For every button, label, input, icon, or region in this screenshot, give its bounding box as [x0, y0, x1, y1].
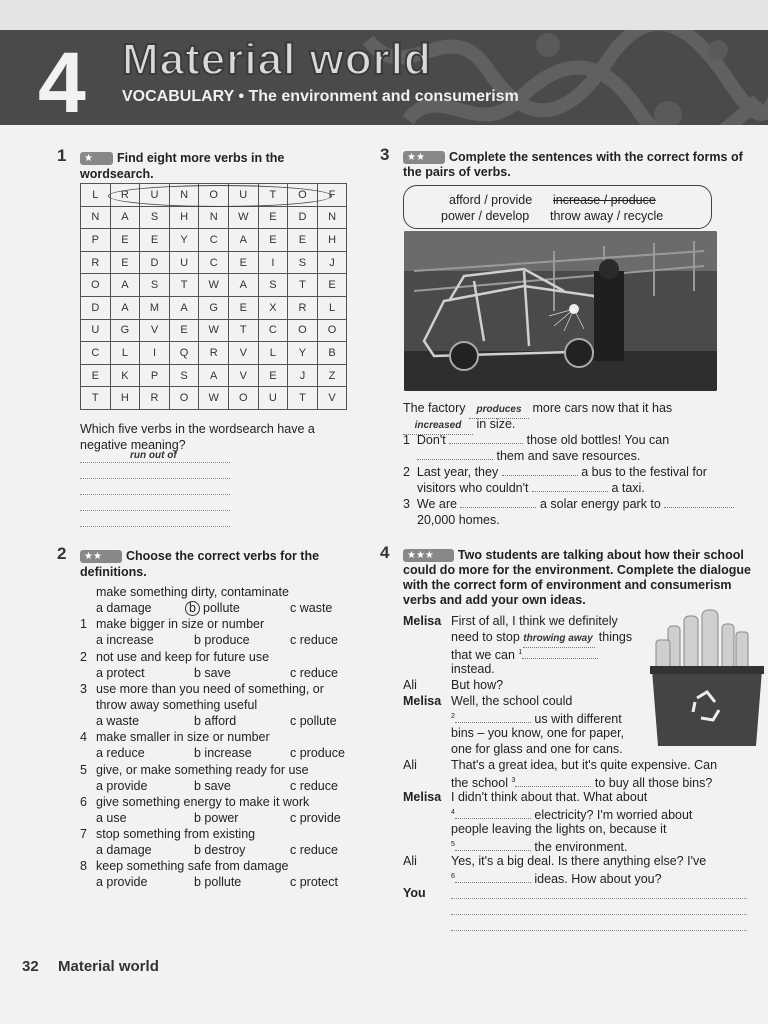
wordsearch-cell[interactable]: A [110, 206, 140, 229]
ex3-instruction: ★★ Complete the sentences with the correct forms of [403, 149, 743, 165]
ex2-option-a[interactable]: a damage [96, 601, 152, 615]
wordsearch-cell[interactable]: E [288, 229, 318, 252]
recycling-bin-image [648, 606, 766, 748]
ex2-item-number: 6 [80, 794, 87, 809]
ex2-item-number: 7 [80, 827, 87, 842]
ex1-number: 1 [57, 146, 67, 165]
ex3-stars: ★★ [403, 151, 445, 164]
wordsearch-cell[interactable]: R [81, 251, 111, 274]
wordsearch-cell[interactable]: E [110, 251, 140, 274]
wordsearch-example-ring [108, 185, 332, 207]
ex2-item-number: 4 [80, 730, 87, 745]
wordsearch-cell[interactable]: N [199, 206, 229, 229]
word-pair-increase-produce: increase / produce [553, 193, 656, 207]
wordsearch-grid [80, 183, 347, 410]
ex4-instruction-2: could do more for the environment. Complete the dialogue [403, 563, 751, 577]
unit-subtitle: VOCABULARY • The environment and consumerism [122, 88, 519, 105]
page-number: 32 [22, 958, 39, 975]
ex1-instruction: ★ Find eight more verbs in the [80, 150, 284, 166]
wordsearch-cell[interactable]: D [81, 296, 111, 319]
ex2-option-b[interactable]: b produce [194, 633, 250, 648]
speaker-melisa: Melisa [403, 614, 442, 628]
ex4-instruction: ★★★ Two students are talking about how their school [403, 547, 744, 563]
wordsearch-cell[interactable]: X [258, 296, 288, 319]
wordsearch-cell[interactable]: O [228, 387, 258, 410]
ex4-blank-5[interactable] [455, 850, 531, 851]
wordsearch-cell[interactable]: V [140, 319, 170, 342]
ex2-number: 2 [57, 544, 67, 563]
ex1-example-answer: run out of [130, 450, 177, 461]
ex4-blank-3[interactable] [515, 786, 591, 787]
ex3-example-line1: The factory produces more cars now that it has [403, 400, 672, 419]
ex2-option-a[interactable]: a damage [96, 843, 152, 858]
ex2-option-a[interactable]: a protect [96, 665, 145, 680]
wordsearch-cell[interactable]: R [199, 342, 229, 365]
wordsearch-cell[interactable]: B [317, 342, 347, 365]
speaker-ali-1: Ali [403, 678, 417, 692]
car-factory-photo [404, 231, 717, 391]
wordsearch-cell[interactable]: T [169, 274, 199, 297]
wordsearch-cell[interactable]: S [140, 274, 170, 297]
wordsearch-cell[interactable]: V [228, 342, 258, 365]
ex4-number: 4 [380, 543, 390, 562]
ex3-instruction-2: the pairs of verbs. [403, 165, 511, 179]
dialogue-a1: But how? [451, 678, 504, 692]
ex1-answer-line-4[interactable] [80, 512, 230, 527]
dialogue-a2a: That's a great idea, but it's quite expensive. Can [451, 758, 718, 772]
wordsearch-cell[interactable]: N [169, 184, 199, 207]
wordsearch-cell[interactable]: O [81, 274, 111, 297]
wordsearch-row [81, 229, 347, 252]
wordsearch-cell[interactable]: U [228, 184, 258, 207]
wordsearch-cell[interactable]: T [288, 274, 318, 297]
ex3-sentence-2b: visitors who couldn't a taxi. [417, 481, 645, 495]
ex2-option-c[interactable]: c reduce [290, 665, 338, 680]
wordsearch-cell[interactable]: V [228, 364, 258, 387]
ex2-definition-cont: throw away something useful [96, 697, 258, 712]
wordsearch-cell[interactable]: I [140, 342, 170, 365]
wordsearch-cell[interactable]: T [258, 184, 288, 207]
ex1-answer-line-3[interactable] [80, 496, 230, 511]
ex4-blank-4[interactable] [455, 818, 531, 819]
wordsearch-row [81, 296, 347, 319]
wordsearch-cell[interactable]: J [317, 251, 347, 274]
ex2-item-number: 1 [80, 617, 87, 632]
wordsearch-cell[interactable]: N [81, 206, 111, 229]
ex1-answer-line-0[interactable] [80, 448, 230, 463]
ex3-blank-3b[interactable] [664, 507, 734, 508]
wordsearch-row [81, 319, 347, 342]
ex2-item-number: 2 [80, 649, 87, 664]
wordsearch-cell[interactable]: T [288, 387, 318, 410]
wordsearch-cell[interactable]: J [288, 364, 318, 387]
wordsearch-cell[interactable]: D [140, 251, 170, 274]
wordsearch-cell[interactable]: E [110, 229, 140, 252]
wordsearch-cell[interactable]: C [258, 319, 288, 342]
wordsearch-cell[interactable]: U [169, 251, 199, 274]
dialogue-m1b: need to stop throwing away things [451, 629, 632, 648]
wordsearch-cell[interactable]: A [110, 296, 140, 319]
dialogue-m1d: that we can $^1$ [451, 645, 598, 663]
ex3-sentence-1: 1 Don't those old bottles! You can [403, 433, 670, 447]
dialogue-m2b: $^2$ us with different [451, 712, 622, 727]
wordsearch-cell[interactable]: S [169, 364, 199, 387]
wordsearch-cell[interactable]: R [140, 387, 170, 410]
ex3-blank-1b[interactable] [417, 459, 493, 460]
ex2-option-c[interactable]: c reduce [290, 633, 338, 648]
speaker-ali-2: Ali [403, 758, 417, 772]
word-pair-power-develop: power / develop [441, 209, 530, 223]
wordsearch-cell[interactable]: I [258, 251, 288, 274]
wordsearch-cell[interactable]: H [169, 206, 199, 229]
dialogue-m3a: I didn't think about that. What about [451, 790, 648, 804]
wordsearch-cell[interactable]: V [317, 387, 347, 410]
wordsearch-cell[interactable]: R [110, 184, 140, 207]
ex2-option-c[interactable]: c waste [290, 601, 333, 615]
ex2-option-c[interactable]: c protect [290, 875, 338, 890]
wordsearch-cell[interactable]: M [140, 296, 170, 319]
dialogue-m2d: one for glass and one for cans. [451, 742, 623, 756]
wordsearch-cell[interactable]: T [228, 319, 258, 342]
wordsearch-cell[interactable]: U [140, 184, 170, 207]
ex3-blank-1a[interactable] [449, 443, 523, 444]
ex2-stars: ★★ [80, 550, 122, 563]
ex2-definition: make bigger in size or number [96, 617, 265, 632]
ex2-option-b[interactable]: b save [194, 665, 231, 680]
ex2-option-b-text: pollute [203, 601, 240, 615]
unit-number: 4 [38, 35, 86, 125]
ex2-item-number: 5 [80, 762, 87, 777]
ex4-instruction-4: verbs and add your own ideas. [403, 593, 586, 607]
wordsearch-cell[interactable]: A [228, 229, 258, 252]
wordsearch-cell[interactable]: E [258, 364, 288, 387]
ex3-sentence-3: 3 We are a solar energy park to [403, 496, 734, 512]
ex2-option-a[interactable]: a waste [96, 713, 140, 728]
ex2-option-a[interactable]: a increase [96, 633, 154, 648]
ex4-stars: ★★★ [403, 549, 454, 562]
wordsearch-cell[interactable]: Y [169, 229, 199, 252]
wordsearch-cell[interactable]: C [199, 251, 229, 274]
ex1-question-2: negative meaning? [80, 438, 186, 452]
wordsearch-cell[interactable]: O [288, 184, 318, 207]
wordsearch-cell[interactable]: F [317, 184, 347, 207]
wordsearch-cell[interactable]: O [317, 319, 347, 342]
ex2-option-b[interactable]: b afford [194, 713, 237, 728]
word-pair-afford-provide: afford / provide [449, 193, 533, 207]
ex2-definition: stop something from existing [96, 827, 256, 842]
dialogue-a3b: $^6$ ideas. How about you? [451, 872, 662, 887]
wordsearch-cell[interactable]: W [199, 274, 229, 297]
ex3-sentence-3b: 20,000 homes. [417, 513, 500, 527]
wordsearch-row [81, 251, 347, 274]
ex3-blank-2b[interactable] [532, 491, 608, 492]
wordsearch-cell[interactable]: Y [288, 342, 318, 365]
ex4-blank-6[interactable] [455, 882, 531, 883]
wordsearch-cell[interactable]: A [199, 364, 229, 387]
wordsearch-cell[interactable]: E [317, 274, 347, 297]
unit-title: Material world [122, 35, 432, 84]
ex1-question: Which five verbs in the wordsearch have a [80, 422, 315, 436]
dialogue-m3c: people leaving the lights on, because it [451, 822, 667, 836]
wordsearch-cell[interactable]: Z [317, 364, 347, 387]
dialogue-m3d: $^5$ the environment. [451, 840, 628, 855]
ex4-your-answer-line-2[interactable] [451, 900, 747, 915]
wordsearch-cell[interactable]: L [81, 184, 111, 207]
wordsearch-cell[interactable]: G [110, 319, 140, 342]
wordsearch-cell[interactable]: C [199, 229, 229, 252]
wordsearch-cell[interactable]: O [288, 319, 318, 342]
ex2-option-c[interactable]: c produce [290, 746, 345, 761]
wordsearch-cell[interactable]: P [81, 229, 111, 252]
ex2-option-b[interactable]: b pollute [194, 875, 242, 890]
dialogue-a2b: the school $^3$ to buy all those bins? [451, 776, 713, 791]
wordsearch-cell[interactable]: E [81, 364, 111, 387]
ex2-instruction-2: definitions. [80, 565, 147, 579]
ex4-blank-1[interactable] [522, 658, 598, 659]
ex3-example-line2: increased in size. [403, 416, 515, 435]
wordsearch-cell[interactable]: D [288, 206, 318, 229]
wordsearch-cell[interactable]: O [199, 184, 229, 207]
ex1-instruction-2: wordsearch. [80, 167, 154, 181]
wordsearch-cell[interactable]: S [140, 206, 170, 229]
ex2-option-b-circled[interactable] [187, 600, 240, 616]
ex4-instruction-3: with the correct form of environment and consumerism [403, 578, 732, 592]
wordsearch-cell[interactable]: L [317, 296, 347, 319]
wordsearch-cell[interactable]: E [140, 229, 170, 252]
wordsearch-cell[interactable]: E [228, 251, 258, 274]
ex2-option-c[interactable]: c provide [290, 810, 341, 825]
ex2-option-a[interactable]: a provide [96, 778, 148, 793]
ex2-option-b[interactable]: b destroy [194, 843, 246, 858]
dialogue-m2a: Well, the school could [451, 694, 573, 708]
word-pair-throw-recycle: throw away / recycle [550, 209, 664, 223]
ex2-option-b[interactable]: b increase [194, 746, 252, 761]
dialogue-m1e: instead. [451, 662, 495, 676]
wordsearch-row [81, 342, 347, 365]
ex2-option-c[interactable]: c pollute [290, 713, 337, 728]
ex2-option-b[interactable]: b power [194, 810, 239, 825]
ex2-option-c[interactable]: c reduce [290, 778, 338, 793]
wordsearch-cell[interactable]: W [228, 206, 258, 229]
wordsearch-cell[interactable]: L [110, 342, 140, 365]
ex2-item-number: 8 [80, 859, 87, 874]
ex2-item-number: 3 [80, 681, 87, 696]
dialogue-m1a: First of all, I think we definitely [451, 614, 618, 628]
wordsearch-cell[interactable]: E [228, 296, 258, 319]
ex1-stars: ★ [80, 152, 113, 165]
wordsearch-cell[interactable]: G [199, 296, 229, 319]
ex3-blank-3a[interactable] [460, 507, 536, 508]
circled-letter: b [185, 601, 200, 616]
ex2-definition: make something dirty, contaminate [96, 585, 289, 599]
wordsearch-cell[interactable]: W [199, 319, 229, 342]
ex2-definition: use more than you need of something, or [96, 681, 324, 696]
footer-label: Material world [58, 958, 159, 975]
ex2-definition: give, or make something ready for use [96, 762, 309, 777]
ex4-your-answer-line-3[interactable] [451, 916, 747, 931]
wordsearch-cell[interactable]: R [288, 296, 318, 319]
dialogue-m2c: bins – you know, one for paper, [451, 726, 625, 740]
ex2-option-b[interactable]: b save [194, 778, 231, 793]
wordsearch-cell[interactable]: E [258, 206, 288, 229]
speaker-melisa-2: Melisa [403, 694, 442, 708]
wordsearch-row [81, 274, 347, 297]
ex4-blank-2[interactable] [455, 722, 531, 723]
wordsearch-cell[interactable]: S [288, 251, 318, 274]
wordsearch-cell[interactable]: A [228, 274, 258, 297]
wordsearch-cell[interactable]: E [258, 229, 288, 252]
car-factory-illustration [404, 231, 717, 391]
wordsearch-cell[interactable]: H [317, 229, 347, 252]
ex3-number: 3 [380, 145, 390, 164]
ex2-definition: make smaller in size or number [96, 730, 270, 745]
wordsearch-cell[interactable]: U [81, 319, 111, 342]
ex2-option-a[interactable]: a reduce [96, 746, 145, 761]
wordsearch-cell[interactable]: U [258, 387, 288, 410]
ex2-definition: give something energy to make it work [96, 794, 310, 809]
dialogue-m3b: $^4$ electricity? I'm worried about [451, 808, 693, 823]
ex1-answer-line-1[interactable] [80, 464, 230, 479]
ex2-definition: not use and keep for future use [96, 649, 270, 664]
wordsearch-cell[interactable]: A [110, 274, 140, 297]
speaker-you: You [403, 886, 426, 900]
speaker-melisa-3: Melisa [403, 790, 442, 804]
ex4-your-answer-line-1[interactable] [451, 884, 747, 899]
wordsearch-cell[interactable]: Q [169, 342, 199, 365]
ex2-option-a[interactable]: a use [96, 810, 127, 825]
wordsearch-cell[interactable]: T [81, 387, 111, 410]
wordsearch-cell[interactable]: H [110, 387, 140, 410]
wordsearch-cell[interactable]: E [169, 319, 199, 342]
wordsearch-cell[interactable]: A [169, 296, 199, 319]
wordsearch-row [81, 206, 347, 229]
wordsearch-cell[interactable]: W [199, 387, 229, 410]
wordsearch-row [81, 387, 347, 410]
wordsearch-cell[interactable]: N [317, 206, 347, 229]
ex2-option-a[interactable]: a provide [96, 875, 148, 890]
wordsearch-cell[interactable]: K [110, 364, 140, 387]
wordsearch-cell[interactable]: C [81, 342, 111, 365]
ex2-instruction: ★★ Choose the correct verbs for the [80, 548, 319, 564]
speaker-ali-3: Ali [403, 854, 417, 868]
wordsearch-cell[interactable]: L [258, 342, 288, 365]
wordsearch-row [81, 364, 347, 387]
unit-header [0, 30, 768, 125]
ex2-option-c[interactable]: c reduce [290, 843, 338, 858]
wordsearch-cell[interactable]: S [258, 274, 288, 297]
wordsearch-cell[interactable]: O [169, 387, 199, 410]
wordsearch-cell[interactable]: P [140, 364, 170, 387]
ex2-definition: keep something safe from damage [96, 859, 289, 874]
ex3-sentence-1b: them and save resources. [417, 448, 640, 464]
ex3-blank-2a[interactable] [502, 475, 578, 476]
dialogue-a3a: Yes, it's a big deal. Is there anything else? I've [451, 854, 707, 868]
ex1-answer-line-2[interactable] [80, 480, 230, 495]
ex3-sentence-2: 2 Last year, they a bus to the festival for [403, 465, 707, 479]
